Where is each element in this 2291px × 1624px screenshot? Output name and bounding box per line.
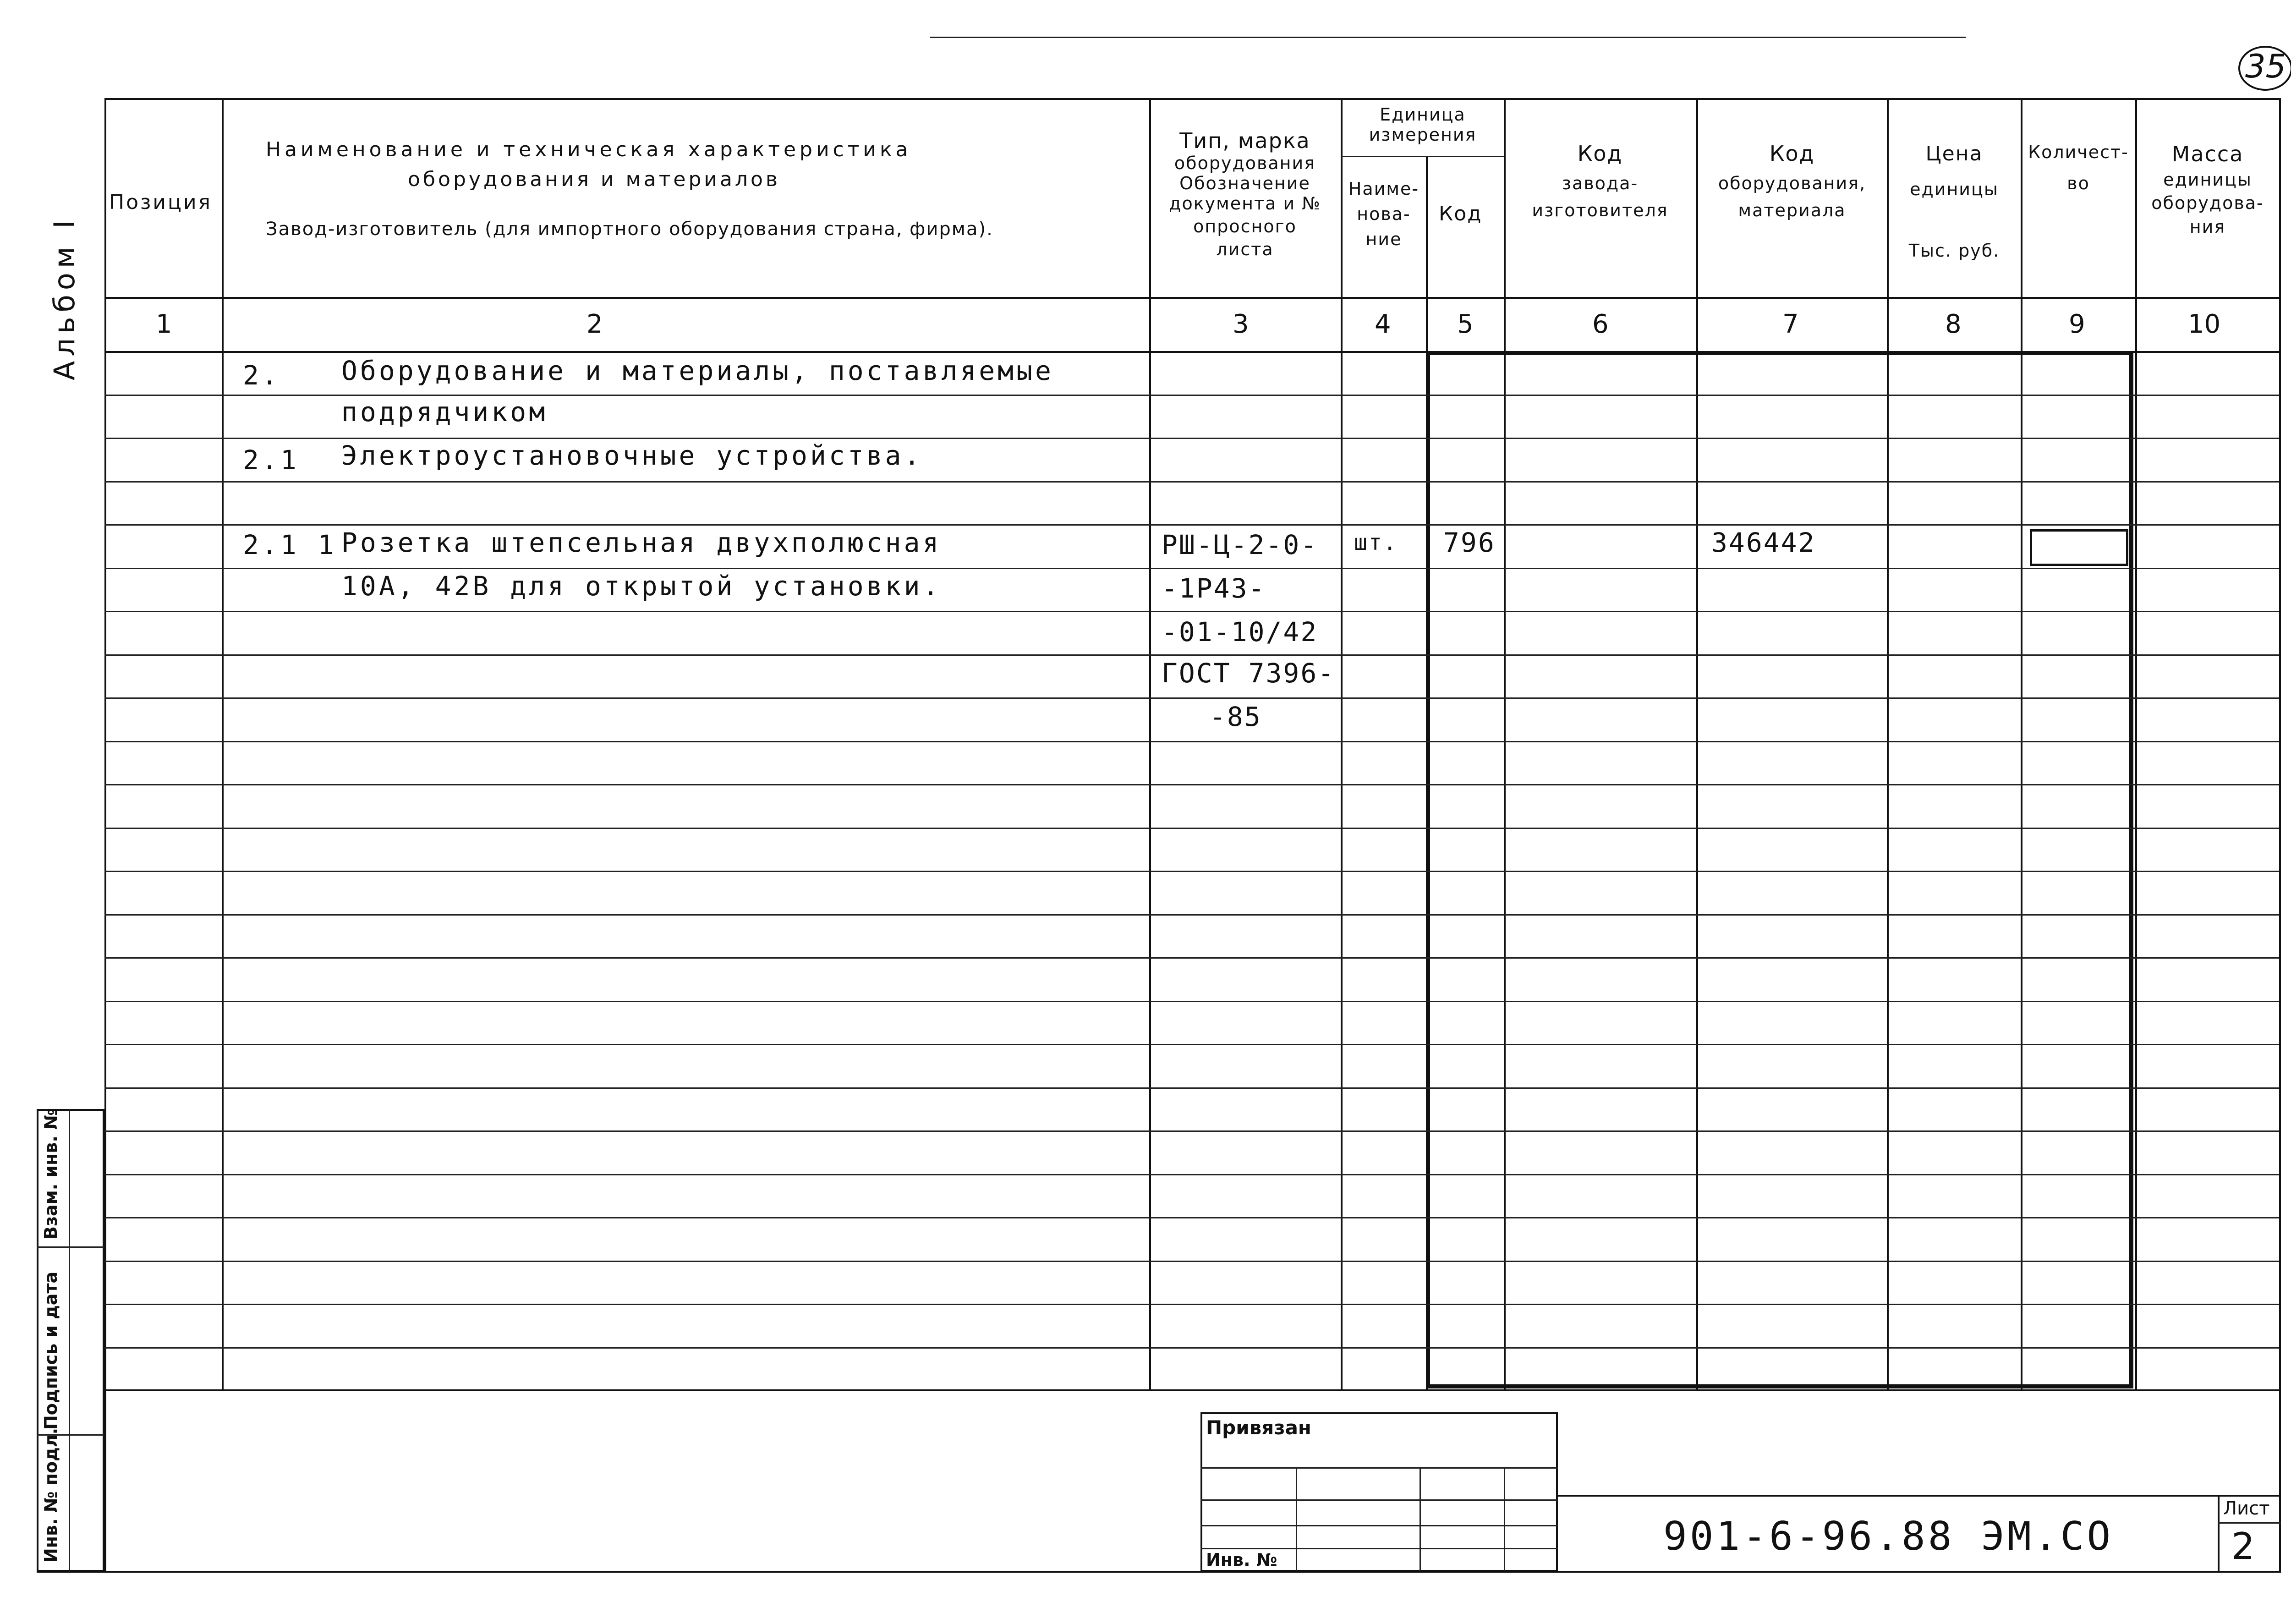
header-item-line: материала xyxy=(1738,200,1846,221)
privyazan-col-1 xyxy=(1296,1467,1297,1571)
table-row-line xyxy=(104,957,2279,959)
table-row-line xyxy=(104,1347,2279,1349)
table-row-line xyxy=(104,1174,2279,1175)
page-number: 35 xyxy=(2245,48,2286,85)
stamp-left-row-1 xyxy=(37,1246,104,1248)
header-price xyxy=(1889,142,2020,261)
table-row-line xyxy=(104,395,2279,396)
thick-data-block xyxy=(1426,351,2133,1388)
colnum-3: 3 xyxy=(1233,309,1249,339)
col-line-9 xyxy=(2135,98,2137,1390)
colnum-9: 9 xyxy=(2069,309,2085,339)
album-label: Альбом I xyxy=(48,215,81,380)
col-line-3 xyxy=(1341,98,1343,1390)
header-mass-line: единицы xyxy=(2163,170,2252,190)
colnum-8: 8 xyxy=(1945,309,1962,339)
header-type-line: Обозначение xyxy=(1179,173,1310,193)
header-mass-line: ния xyxy=(2189,216,2226,237)
header-type-line: опросного xyxy=(1193,216,1297,236)
table-row-line xyxy=(104,1044,2279,1045)
header-unit-name-line: нова- xyxy=(1357,204,1411,225)
stamp-label-inv-podl: Инв. № подл. xyxy=(41,1427,61,1563)
sheet-box-split xyxy=(2218,1522,2281,1524)
sheet-bottom-border xyxy=(37,1571,2281,1573)
table-row-line xyxy=(104,438,2279,439)
table-row-line xyxy=(104,654,2279,656)
header-type-line: документа и № xyxy=(1169,193,1321,214)
header-type-block xyxy=(1151,128,1339,259)
header-price-line: Цена xyxy=(1925,142,1983,165)
col-line-1 xyxy=(222,98,224,1390)
header-factory-line: завода- xyxy=(1562,173,1639,194)
row-type: -1Р43- xyxy=(1162,573,1266,604)
col-line-2 xyxy=(1149,98,1151,1390)
table-row-line xyxy=(104,524,2279,526)
designation-top-line xyxy=(1558,1495,2281,1497)
unit-header-split xyxy=(1341,156,1504,157)
header-quantity-line: Количест- xyxy=(2028,142,2129,162)
row-type: ГОСТ 7396- xyxy=(1162,658,1336,689)
row-position: 2. xyxy=(243,360,280,391)
col-line-0 xyxy=(104,98,106,1572)
privyazan-col-2 xyxy=(1420,1467,1421,1571)
table-row-line xyxy=(104,784,2279,785)
header-mass-line: оборудова- xyxy=(2151,193,2264,214)
header-type-line: листа xyxy=(1216,239,1274,259)
table-row-line xyxy=(104,741,2279,742)
colnum-7: 7 xyxy=(1782,309,1799,339)
header-mass-line: Масса xyxy=(2171,142,2244,166)
table-row-line xyxy=(104,1304,2279,1305)
quantity-box xyxy=(2030,529,2128,566)
row-name: Электроустановочные устройства. xyxy=(341,440,923,471)
table-row-line xyxy=(104,1130,2279,1132)
row-position: 2.1 1 xyxy=(243,529,337,560)
row-name: 10А, 42В для открытой установки. xyxy=(341,571,942,602)
row-type: -01-10/42 xyxy=(1162,616,1318,647)
row-position: 2.1 xyxy=(243,444,299,476)
header-factory-code xyxy=(1506,137,1694,224)
header-item-line: оборудования, xyxy=(1718,173,1866,194)
table-row-line xyxy=(104,1217,2279,1218)
stamp-label-vzam: Взам. инв. № xyxy=(41,1108,61,1240)
table-bottom-border xyxy=(104,1389,2281,1391)
header-name-line3: Завод-изготовитель (для импортного оборудования страна, фирма). xyxy=(266,219,993,240)
document-designation: 901-6-96.88 ЭМ.СО xyxy=(1663,1514,2114,1559)
table-row-line xyxy=(104,481,2279,483)
table-row-line xyxy=(104,1087,2279,1089)
row-unit: шт. xyxy=(1354,530,1398,555)
sheet-label: Лист xyxy=(2223,1498,2270,1519)
col-line-10 xyxy=(2279,98,2281,1572)
header-type-line: Тип, марка xyxy=(1179,128,1310,153)
table-row-line xyxy=(104,611,2279,612)
row-type: РШ-Ц-2-0- xyxy=(1162,529,1318,560)
row-name: Оборудование и материалы, поставляемые xyxy=(341,355,1054,386)
header-unit-code: Код xyxy=(1439,202,1482,225)
privyazan-col-3 xyxy=(1504,1467,1505,1571)
header-mass xyxy=(2137,140,2278,239)
header-factory-line: изготовителя xyxy=(1532,200,1668,221)
table-row-line xyxy=(104,1261,2279,1262)
table-row-line xyxy=(104,1001,2279,1002)
header-price-line: единицы xyxy=(1910,179,1999,199)
page-number-circle xyxy=(2238,46,2291,91)
stamp-label-signature: Подпись и дата xyxy=(41,1271,61,1430)
header-unit-line: измерения xyxy=(1369,125,1477,145)
row-type: -85 xyxy=(1210,701,1262,732)
header-unit-name-line: Наиме- xyxy=(1348,179,1420,199)
colnum-6: 6 xyxy=(1592,309,1609,339)
table-row-line xyxy=(104,828,2279,829)
header-quantity xyxy=(2022,142,2134,193)
colnum-4: 4 xyxy=(1375,309,1391,339)
header-factory-line: Код xyxy=(1577,141,1623,166)
header-item-line: Код xyxy=(1769,141,1815,166)
table-row-line xyxy=(104,568,2279,569)
header-unit-line: Единица xyxy=(1380,104,1466,125)
top-border-line xyxy=(930,37,1966,38)
header-type-line: оборудования xyxy=(1174,153,1316,173)
table-row-line xyxy=(104,914,2279,916)
header-position: Позиция xyxy=(109,191,213,214)
colnum-2: 2 xyxy=(586,309,603,339)
privyazan-label: Привязан xyxy=(1206,1416,1311,1439)
row-unit-code: 796 xyxy=(1443,527,1496,558)
header-unit-name-line: ние xyxy=(1365,229,1402,250)
header-quantity-line: во xyxy=(2067,173,2090,193)
row-name: Розетка штепсельная двухполюсная xyxy=(341,527,942,558)
sheet-box-left xyxy=(2218,1495,2220,1572)
colnum-5: 5 xyxy=(1457,309,1474,339)
table-row-line xyxy=(104,697,2279,699)
header-name-line2: оборудования и материалов xyxy=(408,168,780,191)
header-price-line: Тыс. руб. xyxy=(1908,241,2000,261)
table-row-line xyxy=(104,871,2279,872)
header-unit-name xyxy=(1343,176,1425,252)
header-name-line1: Наименование и техническая характеристика xyxy=(266,138,912,161)
row-item-code: 346442 xyxy=(1711,527,1816,558)
colnum-1: 1 xyxy=(156,309,172,339)
header-bottom-border xyxy=(104,297,2281,299)
table-top-border xyxy=(104,98,2281,100)
inv-no-label: Инв. № xyxy=(1206,1550,1277,1570)
sheet-number: 2 xyxy=(2231,1525,2255,1568)
header-item-code xyxy=(1698,137,1886,224)
header-unit-top xyxy=(1343,104,1503,145)
row-name: подрядчиком xyxy=(341,396,548,428)
colnum-10: 10 xyxy=(2188,309,2221,339)
stamp-left-divider xyxy=(69,1109,70,1572)
